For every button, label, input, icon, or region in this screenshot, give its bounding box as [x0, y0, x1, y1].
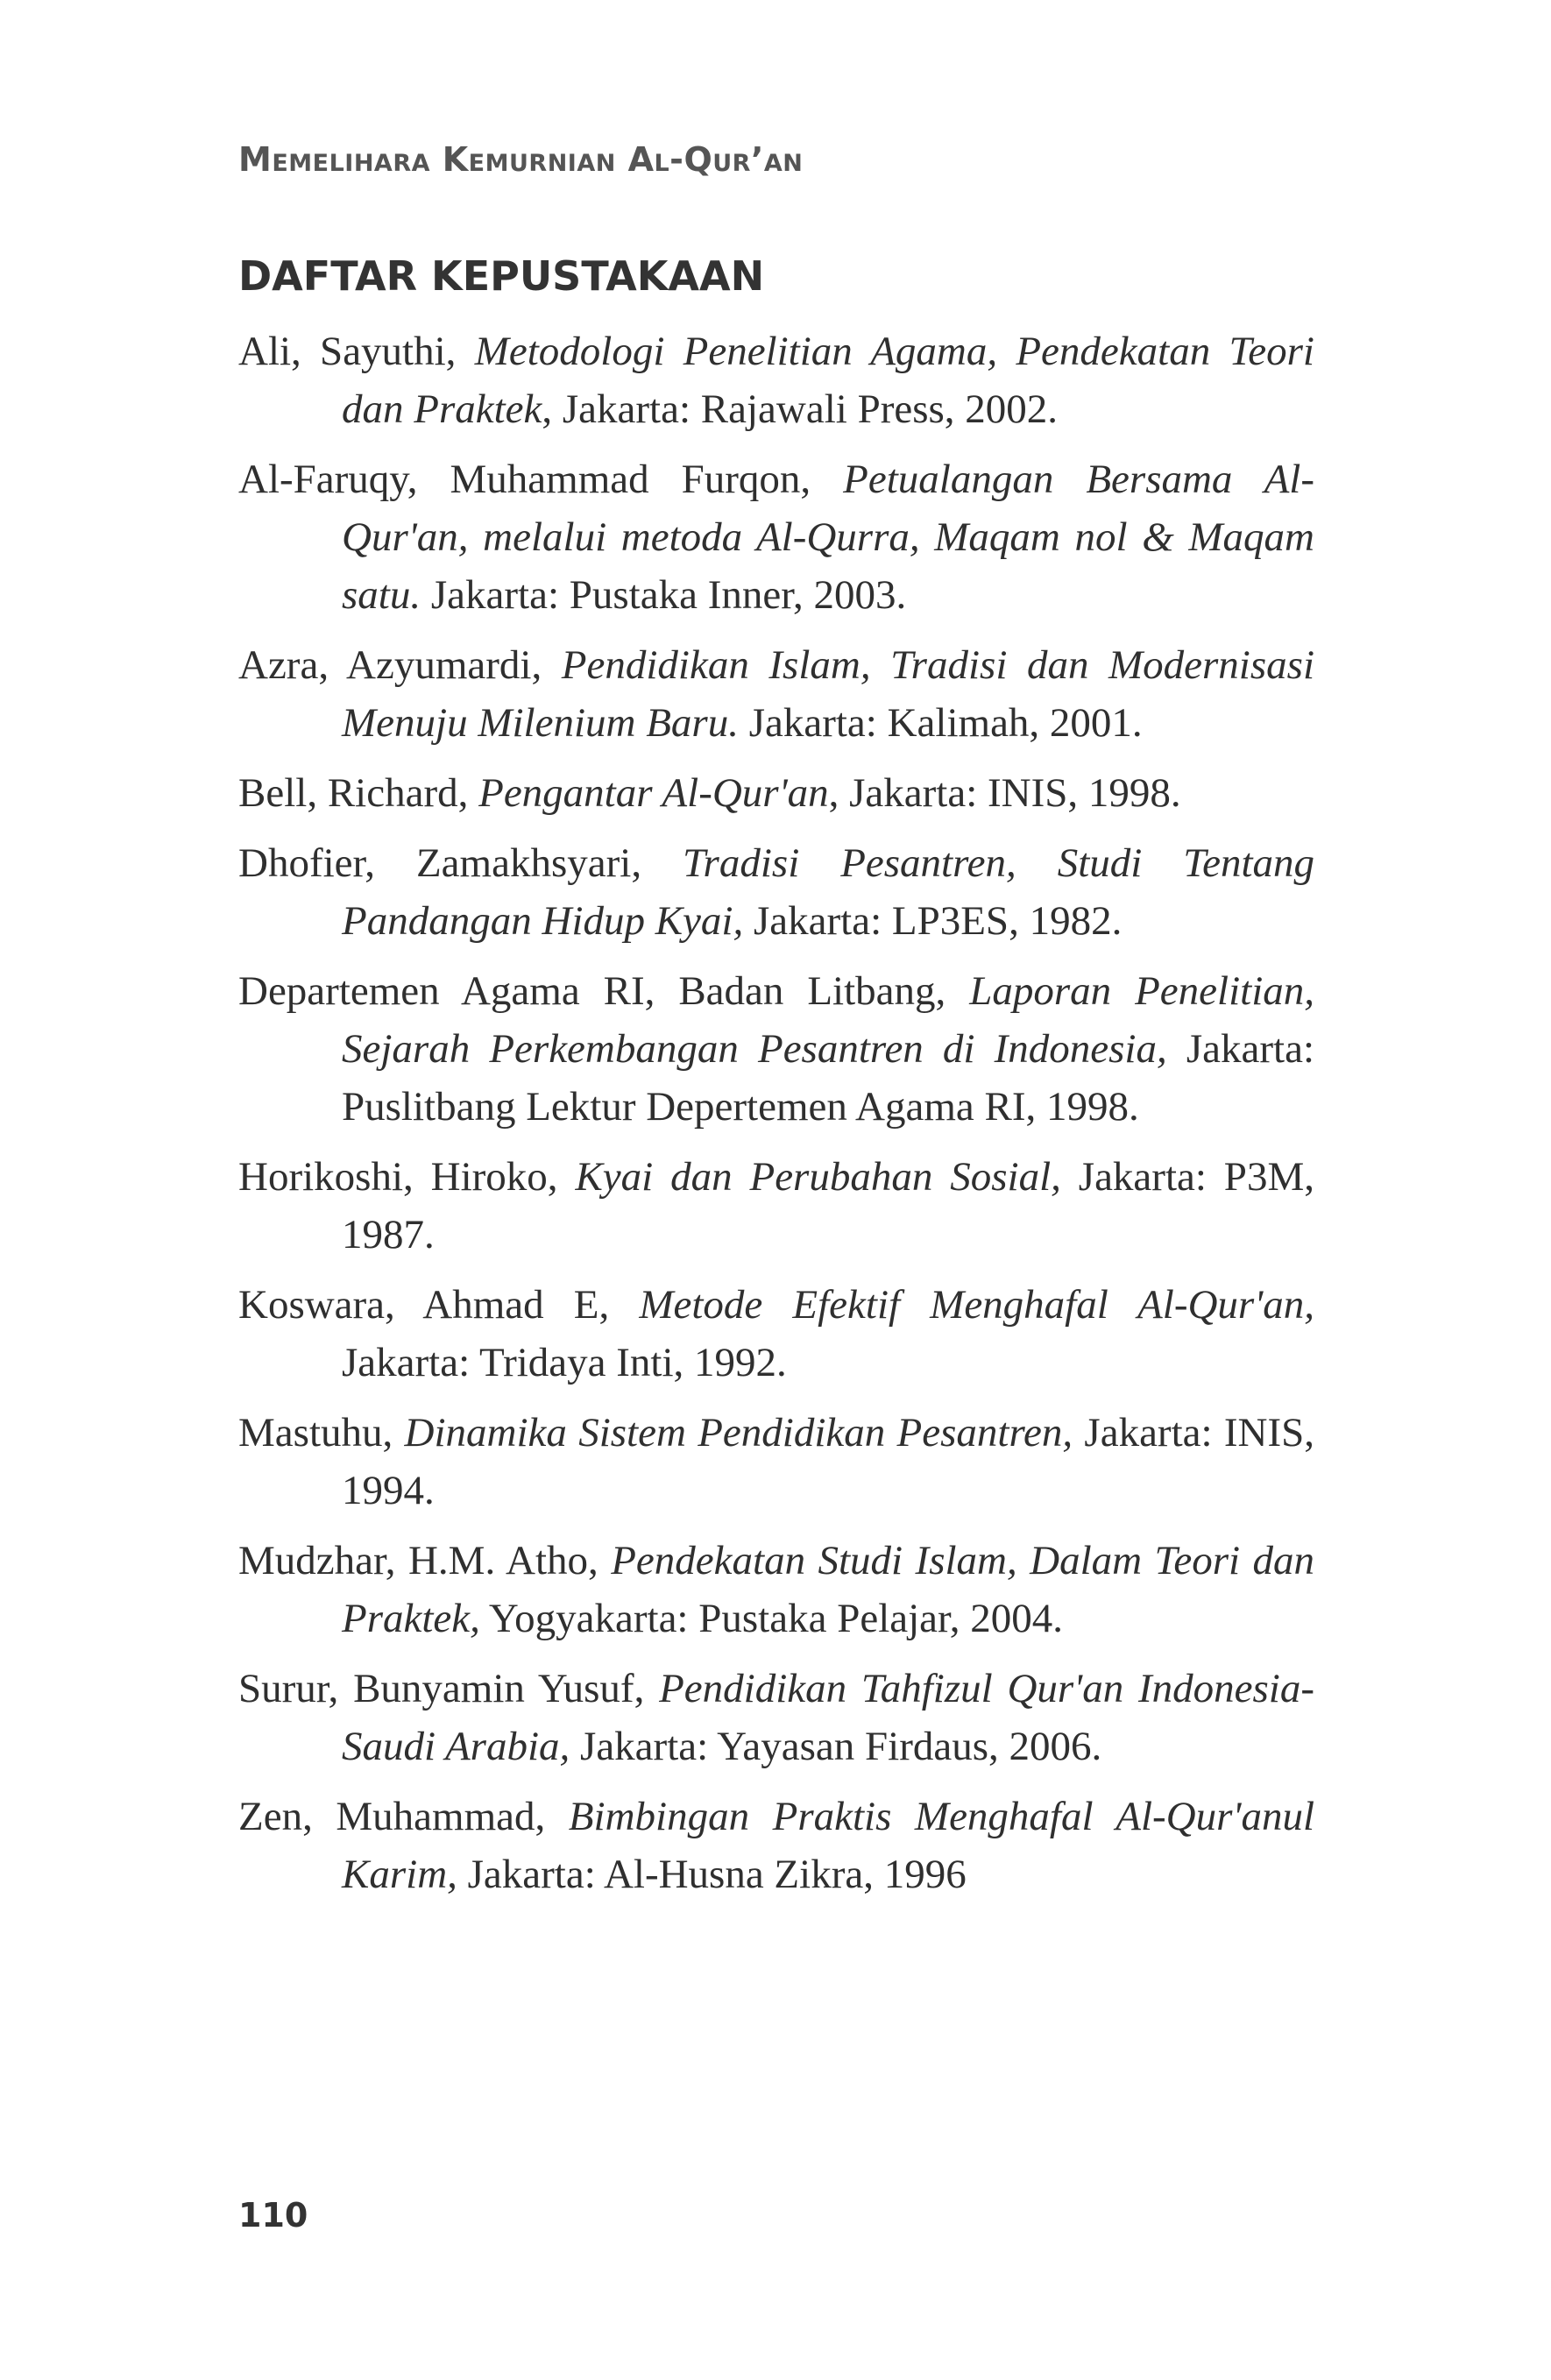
bibliography-entry — [238, 962, 1314, 1136]
bibliography-list — [238, 322, 1314, 1916]
entry-title: Kyai dan Perubahan Sosial, — [575, 1154, 1061, 1200]
entry-author: Ali, Sayuthi, — [238, 329, 475, 374]
bibliography-entry — [238, 834, 1314, 950]
bibliography-entry — [238, 1148, 1314, 1264]
entry-author: Mudzhar, H.M. Atho, — [238, 1538, 612, 1583]
entry-publication: , Jakarta: Rajawali Press, 2002. — [542, 386, 1059, 432]
bibliography-entry — [238, 1532, 1314, 1647]
entry-publication: , Jakarta: INIS, 1998. — [828, 770, 1181, 816]
bibliography-entry — [238, 1660, 1314, 1775]
entry-publication: Jakarta: INIS, 1994. — [342, 1410, 1314, 1513]
bibliography-entry — [238, 1276, 1314, 1392]
bibliography-entry — [238, 764, 1314, 822]
entry-title: Laporan Penelitian, Sejarah Perkembangan Pesantren di Indonesia, — [342, 968, 1314, 1072]
entry-author: Mastuhu, — [238, 1410, 405, 1456]
bibliography-entry — [238, 322, 1314, 438]
entry-title: Pengantar Al-Qur'an — [478, 770, 829, 816]
entry-publication: Jakarta: Tridaya Inti, 1992. — [342, 1340, 787, 1385]
entry-author: Zen, Muhammad, — [238, 1794, 569, 1839]
bibliography-entry — [238, 1404, 1314, 1519]
running-header: Memelihara Kemurnian Al-Qur’an — [238, 140, 804, 179]
entry-title: Pendidikan Tahfizul Qur'an Indonesia-Saudi Arabia, — [342, 1666, 1314, 1769]
entry-author: Dhofier, Zamakhsyari, — [238, 840, 683, 886]
entry-author: Bell, Richard, — [238, 770, 479, 816]
entry-publication: Jakarta: Al-Husna Zikra, 1996 — [457, 1852, 967, 1897]
entry-author: Horikoshi, Hiroko, — [238, 1154, 576, 1200]
entry-author: Departemen Agama RI, Badan Litbang, — [238, 968, 970, 1014]
entry-title: Metodologi Penelitian Agama, Pendekatan Teori dan Praktek — [342, 329, 1314, 432]
entry-publication: Jakarta: Kalimah, 2001. — [738, 700, 1143, 746]
entry-title: Tradisi Pesantren, Studi Tentang Pandangan Hidup Kyai, — [342, 840, 1314, 944]
bibliography-entry — [238, 1788, 1314, 1903]
entry-author: Azra, Azyumardi, — [238, 642, 562, 688]
bibliography-entry — [238, 636, 1314, 752]
entry-title: Dinamika Sistem Pendidikan Pesantren, — [404, 1410, 1073, 1456]
entry-title: Metode Efektif Menghafal Al-Qur'an, — [639, 1282, 1315, 1328]
bibliography-entry — [238, 450, 1314, 624]
entry-publication: Jakarta: Pustaka Inner, 2003. — [421, 572, 907, 618]
entry-title: Petualangan Bersama Al-Qur'an, melalui metoda Al-Qurra, Maqam nol & Maqam satu. — [342, 457, 1314, 618]
entry-title: Pendidikan Islam, Tradisi dan Modernisasi Menuju Milenium Baru. — [342, 642, 1315, 746]
entry-publication: Jakarta: Puslitbang Lektur Depertemen Agama RI, 1998. — [342, 1026, 1314, 1130]
entry-author: Surur, Bunyamin Yusuf, — [238, 1666, 660, 1711]
entry-publication: Jakarta: Yayasan Firdaus, 2006. — [570, 1724, 1102, 1769]
entry-title: Pendekatan Studi Islam, Dalam Teori dan Praktek, — [342, 1538, 1315, 1641]
entry-author: Al-Faruqy, Muhammad Furqon, — [238, 457, 844, 502]
entry-publication: Jakarta: P3M, 1987. — [342, 1154, 1314, 1257]
entry-publication: Yogyakarta: Pustaka Pelajar, 2004. — [479, 1596, 1064, 1641]
entry-publication: Jakarta: LP3ES, 1982. — [743, 898, 1123, 944]
page-number: 110 — [238, 2196, 308, 2235]
entry-title: Bimbingan Praktis Menghafal Al-Qur'anul Karim, — [342, 1794, 1315, 1897]
section-title: DAFTAR KEPUSTAKAAN — [238, 252, 765, 300]
entry-author: Koswara, Ahmad E, — [238, 1282, 640, 1328]
